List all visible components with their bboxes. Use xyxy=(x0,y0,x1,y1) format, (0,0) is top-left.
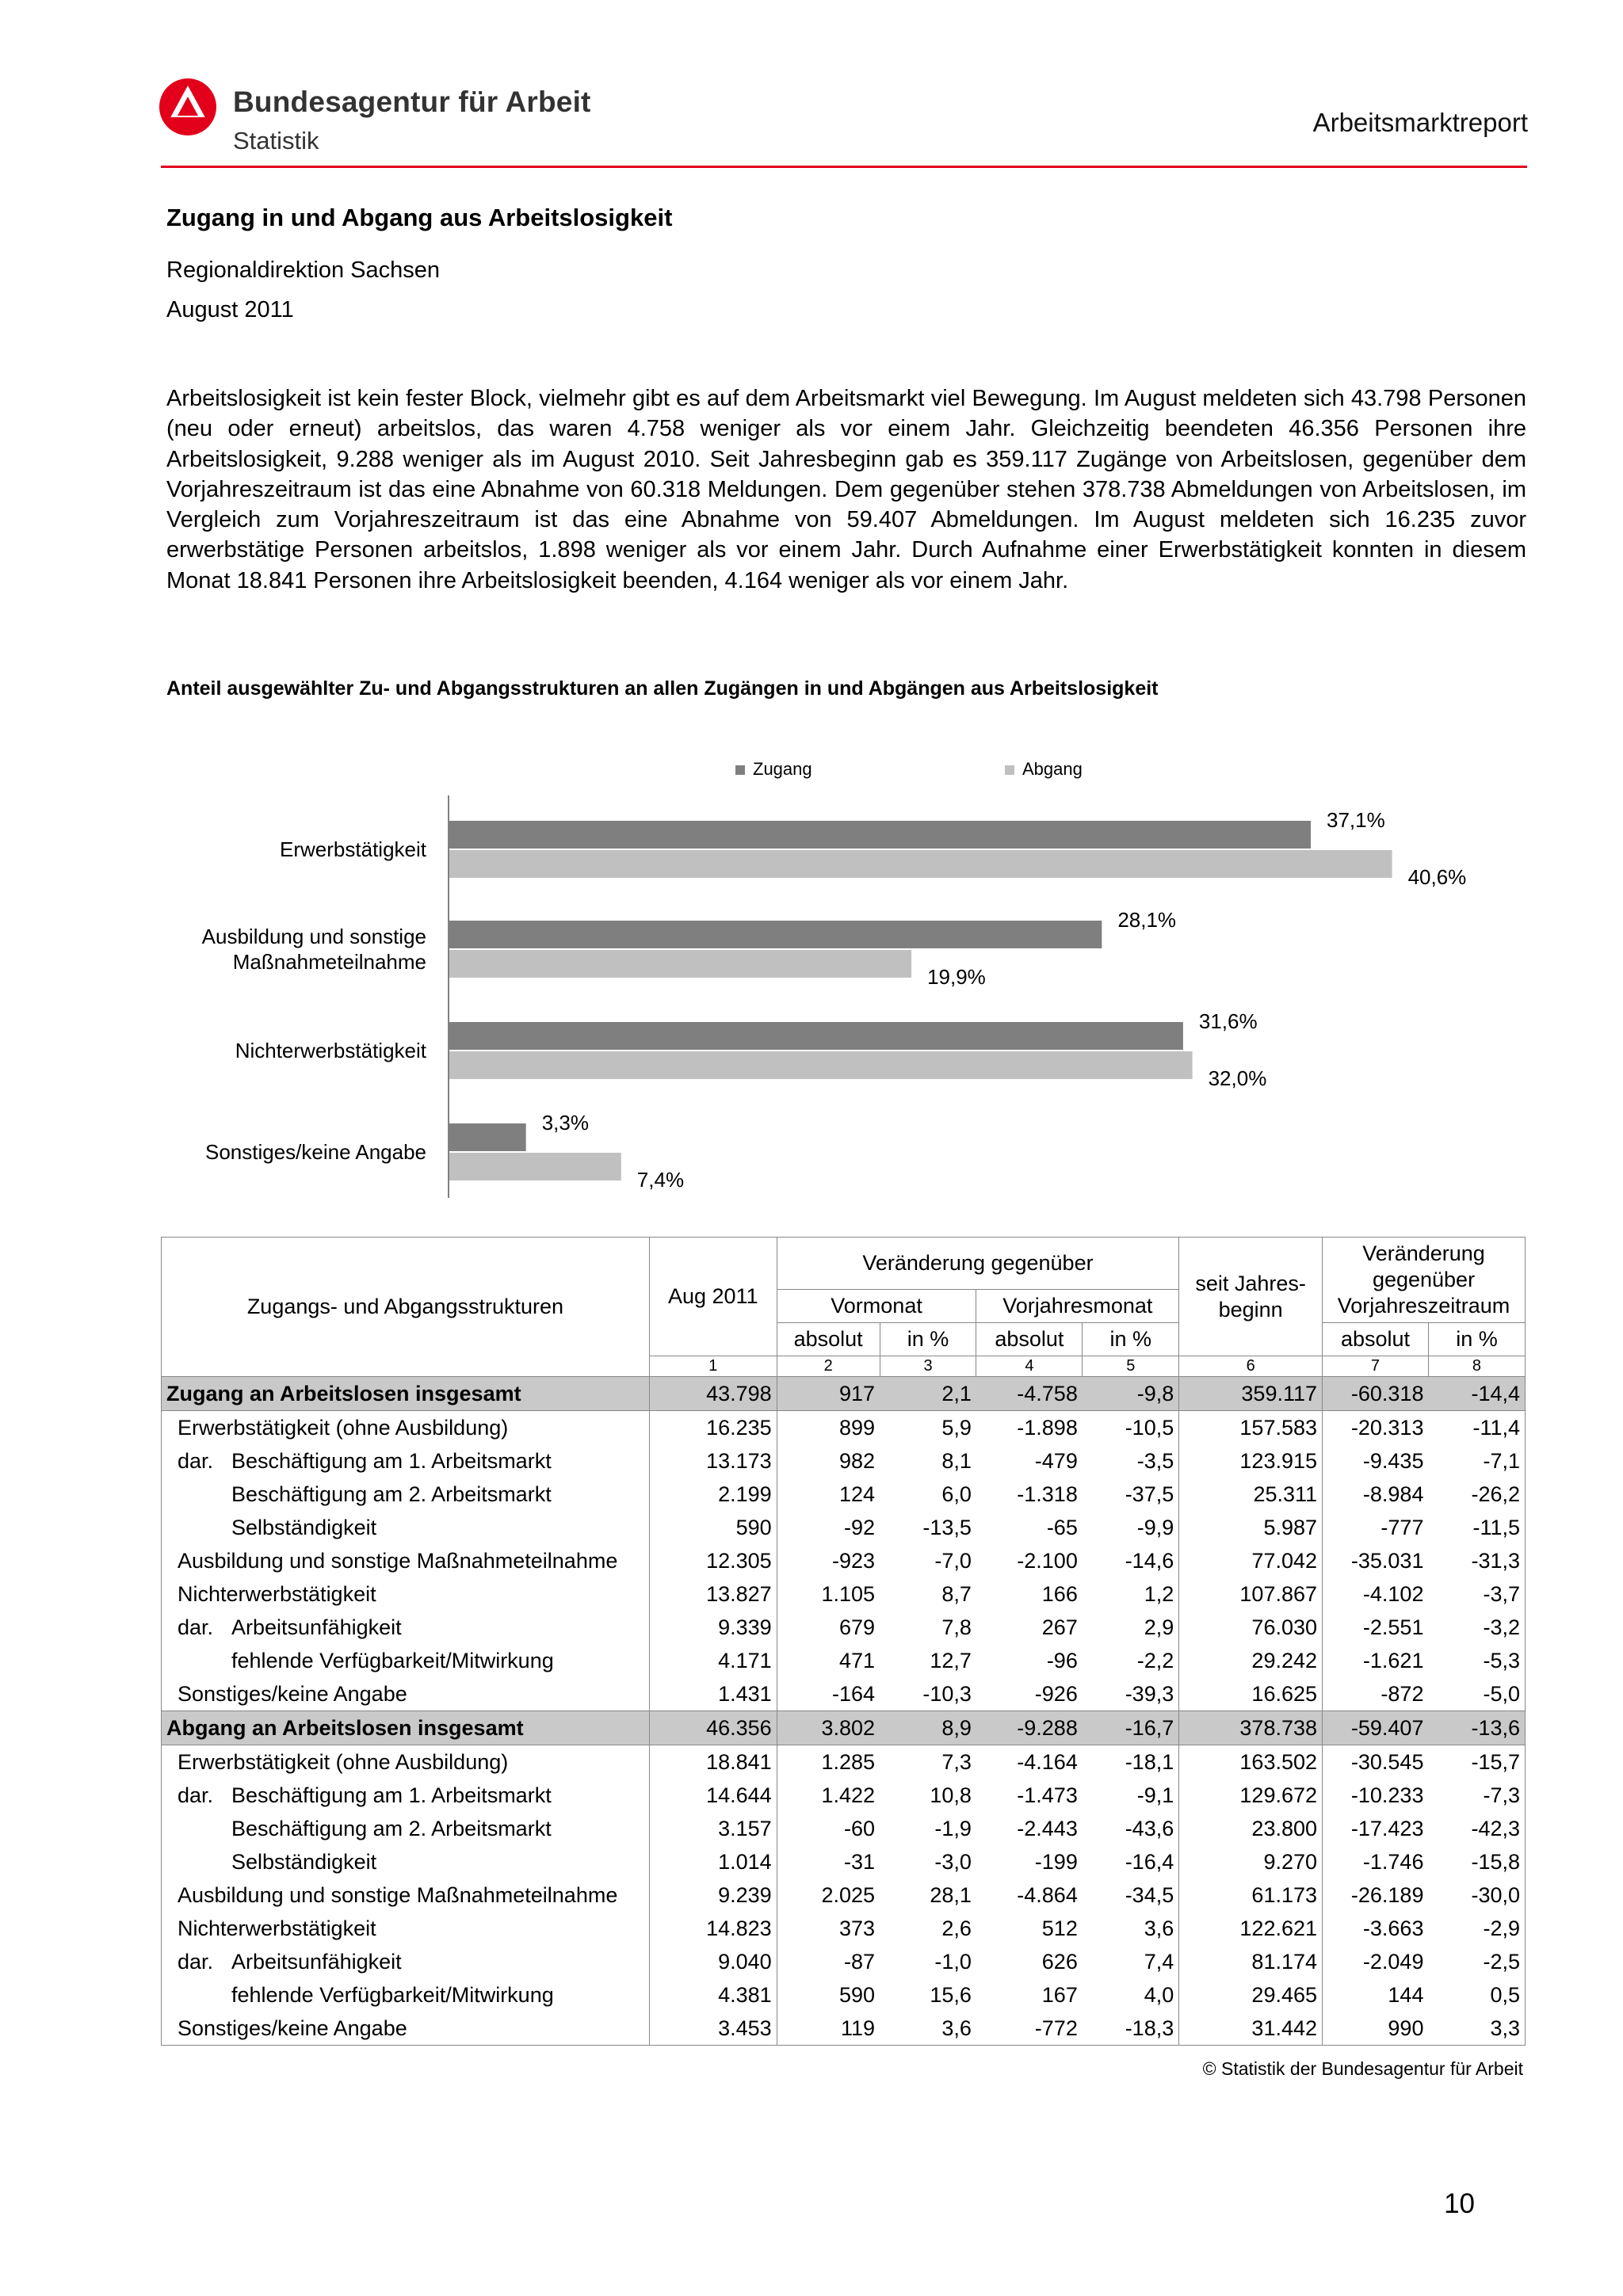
category-label: Maßnahmeteilnahme xyxy=(232,950,426,974)
col-index: 4 xyxy=(976,1356,1083,1377)
col-header-inpct: in % xyxy=(880,1323,976,1356)
cell-value: -13,5 xyxy=(922,1516,972,1539)
cell-value: -9,8 xyxy=(1083,1377,1179,1411)
bar-zugang xyxy=(449,1022,1183,1050)
legend-label: Abgang xyxy=(1022,759,1083,779)
cell-value: -777 xyxy=(1381,1516,1424,1539)
table-row xyxy=(162,1644,1526,1677)
cell-value: 9.270 xyxy=(1179,1845,1323,1878)
structures-table-container xyxy=(161,1237,1526,2046)
structures-table xyxy=(161,1237,1526,2046)
cell-value: -2.100 xyxy=(1017,1549,1078,1573)
cell-value: -17.423 xyxy=(1350,1817,1424,1840)
cell-value: -3,5 xyxy=(1083,1444,1179,1478)
row-label-text: Beschäftigung am 2. Arbeitsmarkt xyxy=(231,1817,552,1840)
bar-abgang xyxy=(449,850,1392,878)
table-row xyxy=(162,1845,1526,1878)
bar-zugang xyxy=(449,821,1311,849)
cell-value: 76.030 xyxy=(1179,1611,1323,1644)
cell-value: -1.473 xyxy=(1017,1783,1078,1807)
row-label xyxy=(162,1711,650,1745)
row-prefix: dar. xyxy=(178,1950,214,1974)
cell-value: 590 xyxy=(839,1983,876,2007)
cell-value: 899 xyxy=(839,1416,876,1440)
cell-value: -1.318 xyxy=(1017,1482,1078,1506)
row-label-text: Nichterwerbstätigkeit xyxy=(178,1582,376,1606)
data-label: 19,9% xyxy=(927,965,986,989)
cell-value: 61.173 xyxy=(1179,1878,1323,1912)
cell-value: 2,1 xyxy=(880,1377,976,1411)
cell-value: -87 xyxy=(844,1950,876,1974)
table-row xyxy=(162,1577,1526,1611)
cell-value: 2.025 xyxy=(821,1883,876,1907)
row-label-text: Ausbildung und sonstige Maßnahmeteilnahme xyxy=(178,1883,618,1907)
cell-value: 7,8 xyxy=(941,1615,972,1639)
table-row xyxy=(162,1945,1526,1978)
cell-value: 15,6 xyxy=(930,1983,972,2007)
row-label-text: Beschäftigung am 2. Arbeitsmarkt xyxy=(231,1482,552,1506)
row-label xyxy=(162,1644,650,1677)
category-label: Nichterwerbstätigkeit xyxy=(235,1039,426,1062)
row-label-text: Beschäftigung am 1. Arbeitsmarkt xyxy=(231,1449,552,1473)
cell-value: -11,4 xyxy=(1428,1411,1525,1445)
cell-value: 29.465 xyxy=(1179,1978,1323,2012)
cell-value: 129.672 xyxy=(1179,1779,1323,1812)
cell-value: -1.621 xyxy=(1362,1649,1424,1672)
col-header-absolut: absolut xyxy=(1323,1323,1429,1356)
cell-value: 6,0 xyxy=(941,1482,972,1506)
ba-logo-icon xyxy=(158,78,217,136)
cell-value: -2,2 xyxy=(1083,1644,1179,1677)
cell-value: 0,5 xyxy=(1428,1978,1525,2012)
cell-value: -14,4 xyxy=(1428,1377,1525,1411)
cell-value: -31,3 xyxy=(1428,1544,1525,1577)
cell-value: 359.117 xyxy=(1179,1377,1323,1411)
cell-value: -772 xyxy=(976,2012,1083,2046)
cell-value: -30.545 xyxy=(1350,1750,1424,1774)
cell-value: 157.583 xyxy=(1179,1411,1323,1445)
cell-value: 5,9 xyxy=(941,1416,972,1440)
col-header-vormonat: Vormonat xyxy=(777,1290,976,1323)
category-label: Sonstiges/keine Angabe xyxy=(205,1140,426,1164)
table-total-row xyxy=(162,1711,1526,1745)
row-prefix: dar. xyxy=(178,1615,214,1639)
row-prefix: dar. xyxy=(178,1449,214,1473)
data-label: 31,6% xyxy=(1198,1009,1258,1033)
cell-value: -2.551 xyxy=(1362,1615,1424,1639)
cell-value: -7,1 xyxy=(1428,1444,1525,1478)
cell-value: 122.621 xyxy=(1179,1912,1323,1945)
row-label xyxy=(162,1478,650,1511)
cell-value: 12.305 xyxy=(649,1544,777,1577)
cell-value: -16,7 xyxy=(1083,1711,1179,1745)
col-header-label: Zugangs- und Abgangsstrukturen xyxy=(162,1238,650,1377)
cell-value: 8,1 xyxy=(941,1449,972,1473)
col-header-absolut: absolut xyxy=(777,1323,880,1356)
cell-value: -9.435 xyxy=(1362,1449,1424,1473)
row-label xyxy=(162,1779,650,1812)
cell-value: 1.105 xyxy=(821,1582,876,1606)
cell-value: 3,3 xyxy=(1428,2012,1525,2046)
cell-value: -164 xyxy=(832,1682,876,1706)
table-row xyxy=(162,1544,1526,1577)
row-label-text: Erwerbstätigkeit (ohne Ausbildung) xyxy=(178,1750,509,1774)
cell-value: -1.898 xyxy=(1017,1416,1078,1440)
table-total-row xyxy=(162,1377,1526,1411)
cell-value: -13,6 xyxy=(1428,1711,1525,1745)
table-row xyxy=(162,1745,1526,1779)
org-subtitle: Statistik xyxy=(233,127,319,154)
cell-value: -479 xyxy=(1034,1449,1078,1473)
cell-value: 12,7 xyxy=(930,1649,972,1672)
cell-value: -20.313 xyxy=(1350,1416,1424,1440)
cell-value: 7,3 xyxy=(941,1750,972,1774)
cell-value: -2,9 xyxy=(1428,1912,1525,1945)
cell-value: -1.746 xyxy=(1362,1850,1424,1874)
table-row xyxy=(162,1878,1526,1912)
cell-value: 1.422 xyxy=(821,1783,876,1807)
cell-value: 1.285 xyxy=(821,1750,876,1774)
col-index: 7 xyxy=(1323,1356,1429,1377)
cell-value: 13.827 xyxy=(649,1577,777,1611)
row-label xyxy=(162,1411,650,1445)
row-label-text: Ausbildung und sonstige Maßnahmeteilnahme xyxy=(178,1549,618,1573)
col-header-vorjahresmonat: Vorjahresmonat xyxy=(976,1290,1179,1323)
cell-value: -9,9 xyxy=(1083,1511,1179,1544)
row-label-text: Arbeitsunfähigkeit xyxy=(231,1950,402,1974)
legend-label: Zugang xyxy=(753,759,812,779)
table-row xyxy=(162,1677,1526,1711)
cell-value: 378.738 xyxy=(1179,1711,1323,1745)
cell-value: 46.356 xyxy=(649,1711,777,1745)
cell-value: -92 xyxy=(844,1516,876,1539)
cell-value: -5,0 xyxy=(1428,1677,1525,1711)
cell-value: 119 xyxy=(777,2012,880,2046)
cell-value: -35.031 xyxy=(1350,1549,1424,1573)
cell-value: 2,6 xyxy=(941,1917,972,1940)
cell-value: 3,6 xyxy=(880,2012,976,2046)
table-row xyxy=(162,1812,1526,1845)
row-label xyxy=(162,1745,650,1779)
cell-value: 144 xyxy=(1388,1983,1424,2007)
cell-value: -30,0 xyxy=(1428,1878,1525,1912)
row-label xyxy=(162,1845,650,1878)
category-label: Erwerbstätigkeit xyxy=(280,837,426,861)
cell-value: -59.407 xyxy=(1323,1711,1429,1745)
cell-value: 4.171 xyxy=(649,1644,777,1677)
legend-swatch xyxy=(1005,765,1014,775)
cell-value: 77.042 xyxy=(1179,1544,1323,1577)
col-header-seit: seit Jahres- beginn xyxy=(1179,1238,1323,1356)
cell-value: -2,5 xyxy=(1428,1945,1525,1978)
cell-value: 3.802 xyxy=(777,1711,880,1745)
cell-value: -926 xyxy=(1034,1682,1078,1706)
col-header-aug: Aug 2011 xyxy=(649,1238,777,1356)
table-row xyxy=(162,1611,1526,1644)
table-row xyxy=(162,2012,1526,2046)
table-row xyxy=(162,1478,1526,1511)
cell-value: -2.443 xyxy=(1017,1817,1078,1840)
cell-value: 9.339 xyxy=(649,1611,777,1644)
cell-value: -4.758 xyxy=(976,1377,1083,1411)
row-label-text: Zugang an Arbeitslosen insgesamt xyxy=(166,1382,521,1405)
table-body xyxy=(162,1377,1526,2046)
data-label: 37,1% xyxy=(1327,808,1385,832)
col-index: 2 xyxy=(777,1356,880,1377)
org-name: Bundesagentur für Arbeit xyxy=(233,86,591,118)
data-label: 40,6% xyxy=(1407,865,1467,889)
cell-value: 81.174 xyxy=(1179,1945,1323,1978)
cell-value: 29.242 xyxy=(1179,1644,1323,1677)
table-row xyxy=(162,1444,1526,1478)
cell-value: -7,3 xyxy=(1428,1779,1525,1812)
cell-value: -3.663 xyxy=(1362,1917,1424,1940)
cell-value: 123.915 xyxy=(1179,1444,1323,1478)
cell-value: 5.987 xyxy=(1179,1511,1323,1544)
cell-value: 1.014 xyxy=(649,1845,777,1878)
cell-value: 25.311 xyxy=(1179,1478,1323,1511)
cell-value: -65 xyxy=(1046,1516,1078,1539)
cell-value: 163.502 xyxy=(1179,1745,1323,1779)
cell-value: -16,4 xyxy=(1083,1845,1179,1878)
cell-value: 1.431 xyxy=(649,1677,777,1711)
table-row xyxy=(162,1912,1526,1945)
cell-value: -31 xyxy=(844,1850,876,1874)
cell-value: 166 xyxy=(1041,1582,1078,1606)
row-label xyxy=(162,1377,650,1411)
cell-value: -10.233 xyxy=(1350,1783,1424,1807)
cell-value: -34,5 xyxy=(1083,1878,1179,1912)
cell-value: 590 xyxy=(649,1511,777,1544)
cell-value: 1,2 xyxy=(1083,1577,1179,1611)
cell-value: 982 xyxy=(839,1449,876,1473)
cell-value: 14.644 xyxy=(649,1779,777,1812)
row-label-text: Selbständigkeit xyxy=(231,1516,377,1539)
row-label-text: Nichterwerbstätigkeit xyxy=(178,1917,376,1940)
cell-value: -39,3 xyxy=(1083,1677,1179,1711)
col-index: 5 xyxy=(1083,1356,1179,1377)
bar-zugang xyxy=(449,1123,526,1151)
cell-value: 679 xyxy=(839,1615,876,1639)
col-header-change-period: Veränderung gegenüber Vorjahreszeitraum xyxy=(1323,1238,1526,1323)
cell-value: -37,5 xyxy=(1083,1478,1179,1511)
row-label-text: fehlende Verfügbarkeit/Mitwirkung xyxy=(231,1983,554,2007)
bar-abgang xyxy=(449,1153,621,1180)
row-label xyxy=(162,1544,650,1577)
cell-value: -7,0 xyxy=(934,1549,972,1573)
cell-value: -4.164 xyxy=(1017,1750,1078,1774)
cell-value: 18.841 xyxy=(649,1745,777,1779)
cell-value: 4.381 xyxy=(649,1978,777,2012)
cell-value: 917 xyxy=(777,1377,880,1411)
cell-value: -2.049 xyxy=(1362,1950,1424,1974)
cell-value: -96 xyxy=(1046,1649,1078,1672)
cell-value: 10,8 xyxy=(930,1783,972,1807)
table-row xyxy=(162,1511,1526,1544)
row-label-text: Erwerbstätigkeit (ohne Ausbildung) xyxy=(178,1416,509,1440)
cell-value: -3,2 xyxy=(1428,1611,1525,1644)
cell-value: 14.823 xyxy=(649,1912,777,1945)
table-row xyxy=(162,1978,1526,2012)
cell-value: 23.800 xyxy=(1179,1812,1323,1845)
period-label: August 2011 xyxy=(166,297,294,322)
cell-value: 4,0 xyxy=(1083,1978,1179,2012)
region-label: Regionaldirektion Sachsen xyxy=(166,257,440,283)
row-label xyxy=(162,2012,650,2046)
cell-value: 471 xyxy=(839,1649,876,1672)
cell-value: -872 xyxy=(1381,1682,1424,1706)
row-label-text: fehlende Verfügbarkeit/Mitwirkung xyxy=(231,1649,554,1672)
cell-value: -60 xyxy=(844,1817,876,1840)
cell-value: -11,5 xyxy=(1428,1511,1525,1544)
cell-value: -9,1 xyxy=(1083,1779,1179,1812)
row-label-text: Arbeitsunfähigkeit xyxy=(231,1615,402,1639)
header-divider xyxy=(161,166,1527,168)
bar-zugang xyxy=(449,921,1102,948)
col-index: 6 xyxy=(1179,1356,1323,1377)
intro-paragraph: Arbeitslosigkeit ist kein fester Block, vielmehr gibt es auf dem Arbeitsmarkt viel Bewegung. Im August meldeten sich 43.798 Personen (neu oder erneut) arbeitslos, das waren 4.758 weniger als vor einem Jahr. Gleichzeitig beendeten 46.356 Personen ihre Arbeitslosigkeit, 9.288 weniger als im August 2010. Seit Jahresbeginn gab es 359.117 Zugänge von Arbeitslosen, gegenüber dem Vorjahreszeitraum ist das eine Abnahme von 60.318 Meldungen. Dem gegenüber stehen 378.738 Abmeldungen von Arbeitslosen, im Vergleich zum Vorjahreszeitraum ist das eine Abnahme von 59.407 Abmeldungen. Im August meldeten sich 16.235 zuvor erwerbstätige Personen arbeitslos, 1.898 weniger als vor einem Jahr. Durch Aufnahme einer Erwerbstätigkeit konnten in diesem Monat 18.841 Personen ihre Arbeitslosigkeit beenden, 4.164 weniger als vor einem Jahr. xyxy=(166,386,1526,593)
row-label xyxy=(162,1444,650,1478)
row-label-text: Abgang an Arbeitslosen insgesamt xyxy=(166,1716,524,1740)
row-label xyxy=(162,1577,650,1611)
chart-title: Anteil ausgewählter Zu- und Abgangsstrukturen an allen Zugängen in und Abgängen aus Arbeitslosigkeit xyxy=(166,677,1159,700)
cell-value: -3,7 xyxy=(1428,1577,1525,1611)
row-label-text: Selbständigkeit xyxy=(231,1850,377,1874)
cell-value: -42,3 xyxy=(1428,1812,1525,1845)
cell-value: -10,3 xyxy=(922,1682,972,1706)
cell-value: 9.239 xyxy=(649,1878,777,1912)
col-index: 8 xyxy=(1428,1356,1525,1377)
cell-value: -26.189 xyxy=(1350,1883,1424,1907)
bar-chart xyxy=(158,745,1467,1204)
row-label xyxy=(162,1878,650,1912)
col-index: 3 xyxy=(880,1356,976,1377)
col-header-change: Veränderung gegenüber xyxy=(777,1238,1179,1290)
cell-value: 512 xyxy=(1041,1917,1078,1940)
page-number: 10 xyxy=(1444,2188,1475,2219)
cell-value: 7,4 xyxy=(1083,1945,1179,1978)
legend-swatch xyxy=(735,765,745,775)
cell-value: 3.157 xyxy=(649,1812,777,1845)
cell-value: 16.235 xyxy=(649,1411,777,1445)
cell-value: -5,3 xyxy=(1428,1644,1525,1677)
cell-value: 8,9 xyxy=(880,1711,976,1745)
cell-value: 9.040 xyxy=(649,1945,777,1978)
col-header-absolut: absolut xyxy=(976,1323,1083,1356)
source-note: © Statistik der Bundesagentur für Arbeit xyxy=(1202,2058,1523,2079)
cell-value: 43.798 xyxy=(649,1377,777,1411)
col-header-inpct: in % xyxy=(1083,1323,1179,1356)
cell-value: 2,9 xyxy=(1083,1611,1179,1644)
cell-value: -4.864 xyxy=(1017,1883,1078,1907)
cell-value: 107.867 xyxy=(1179,1577,1323,1611)
row-label-text: Beschäftigung am 1. Arbeitsmarkt xyxy=(231,1783,552,1807)
cell-value: 28,1 xyxy=(930,1883,972,1907)
cell-value: -4.102 xyxy=(1362,1582,1424,1606)
cell-value: -18,3 xyxy=(1083,2012,1179,2046)
cell-value: -60.318 xyxy=(1323,1377,1429,1411)
cell-value: 3,6 xyxy=(1083,1912,1179,1945)
cell-value: 31.442 xyxy=(1179,2012,1323,2046)
page-title: Zugang in und Abgang aus Arbeitslosigkeit xyxy=(166,204,673,231)
cell-value: -3,0 xyxy=(934,1850,972,1874)
cell-value: 8,7 xyxy=(941,1582,972,1606)
cell-value: 626 xyxy=(1041,1950,1078,1974)
col-header-inpct: in % xyxy=(1428,1323,1525,1356)
col-index: 1 xyxy=(649,1356,777,1377)
cell-value: -26,2 xyxy=(1428,1478,1525,1511)
table-row xyxy=(162,1779,1526,1812)
data-label: 7,4% xyxy=(636,1168,685,1192)
cell-value: -1,0 xyxy=(934,1950,972,1974)
row-prefix: dar. xyxy=(178,1783,214,1807)
cell-value: -43,6 xyxy=(1083,1812,1179,1845)
cell-value: 167 xyxy=(1041,1983,1078,2007)
row-label xyxy=(162,1611,650,1644)
category-label: Ausbildung und sonstige xyxy=(201,925,426,948)
data-label: 28,1% xyxy=(1117,908,1177,932)
row-label-text: Sonstiges/keine Angabe xyxy=(178,1682,407,1706)
row-label xyxy=(162,1912,650,1945)
cell-value: -18,1 xyxy=(1083,1745,1179,1779)
row-label xyxy=(162,1978,650,2012)
cell-value: -199 xyxy=(1034,1850,1078,1874)
table-row xyxy=(162,1411,1526,1445)
cell-value: 124 xyxy=(839,1482,876,1506)
cell-value: 16.625 xyxy=(1179,1677,1323,1711)
row-label xyxy=(162,1812,650,1845)
cell-value: 267 xyxy=(1041,1615,1078,1639)
cell-value: -923 xyxy=(832,1549,876,1573)
bar-abgang xyxy=(449,1051,1193,1079)
row-label xyxy=(162,1677,650,1711)
cell-value: -15,8 xyxy=(1428,1845,1525,1878)
cell-value: -10,5 xyxy=(1083,1411,1179,1445)
cell-value: -8.984 xyxy=(1362,1482,1424,1506)
row-label xyxy=(162,1945,650,1978)
cell-value: 2.199 xyxy=(649,1478,777,1511)
cell-value: 3.453 xyxy=(649,2012,777,2046)
cell-value: -14,6 xyxy=(1083,1544,1179,1577)
bar-abgang xyxy=(449,950,911,978)
cell-value: 373 xyxy=(839,1917,876,1940)
report-title: Arbeitsmarktreport xyxy=(1312,108,1528,137)
cell-value: -1,9 xyxy=(934,1817,972,1840)
cell-value: -15,7 xyxy=(1428,1745,1525,1779)
data-label: 3,3% xyxy=(541,1111,589,1135)
cell-value: 13.173 xyxy=(649,1444,777,1478)
row-label-text: Sonstiges/keine Angabe xyxy=(178,2016,407,2040)
cell-value: -9.288 xyxy=(976,1711,1083,1745)
data-label: 32,0% xyxy=(1208,1066,1267,1090)
row-label xyxy=(162,1511,650,1544)
cell-value: 990 xyxy=(1323,2012,1429,2046)
